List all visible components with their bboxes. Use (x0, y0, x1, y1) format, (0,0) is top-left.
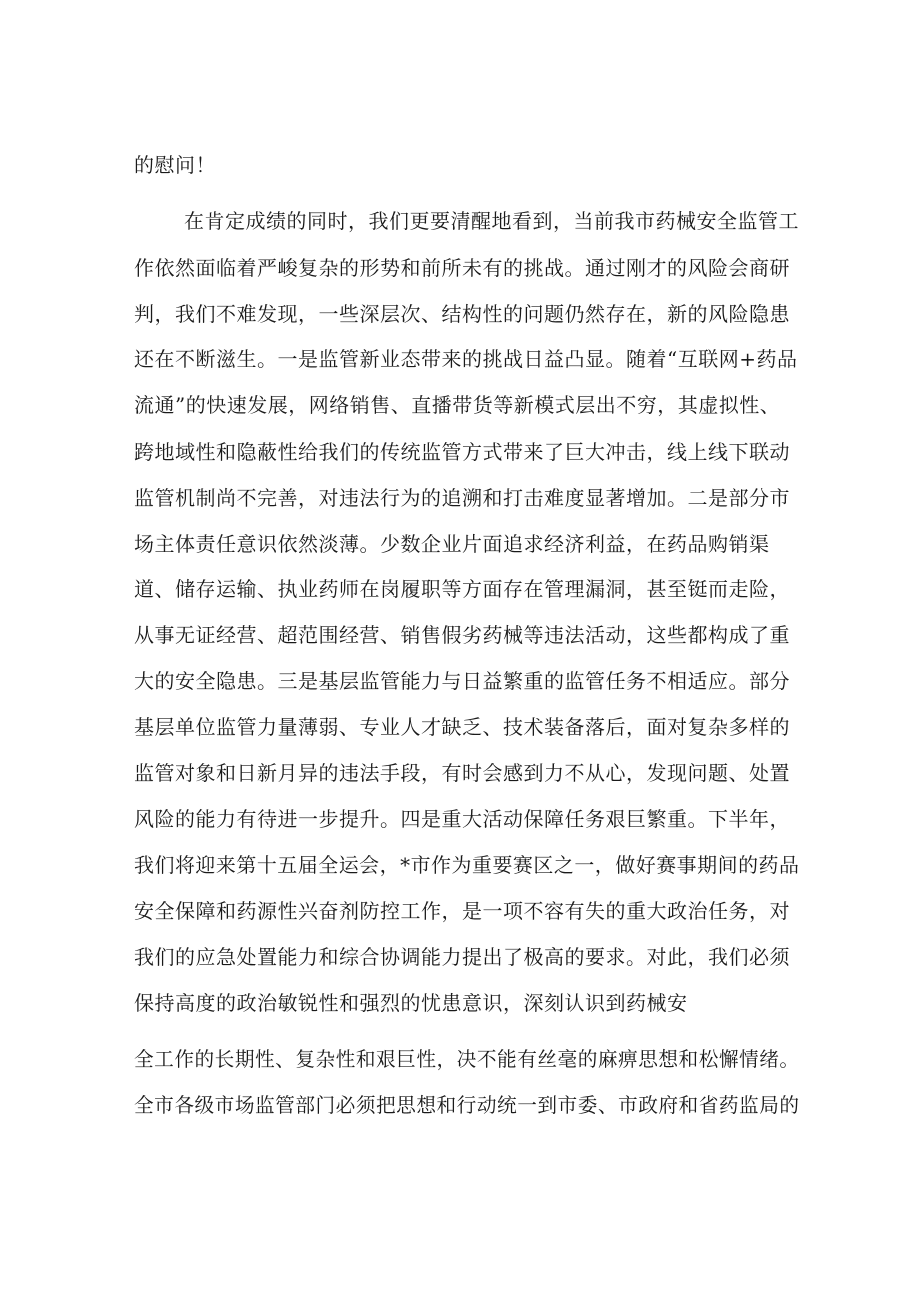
text-line: 从事无证经营、超范围经营、销售假劣药械等违法活动，这些都构成了重 (134, 623, 790, 647)
text-line: 判，我们不难发现，一些深层次、结构性的问题仍然存在，新的风险隐患 (134, 302, 790, 326)
text-line: 风险的能力有待进一步提升。四是重大活动保障任务艰巨繁重。下半年， (134, 807, 790, 831)
text-line: 还在不断滋生。一是监管新业态带来的挑战日益凸显。随着“互联网+药品 (134, 347, 798, 371)
text-line: 监管对象和日新月异的违法手段，有时会感到力不从心，发现问题、处置 (134, 761, 790, 785)
text-line: 流通”的快速发展，网络销售、直播带货等新模式层出不穷，其虚拟性、 (134, 393, 781, 417)
text-line: 全市各级市场监管部门必须把思想和行动统一到市委、市政府和省药监局的 (134, 1093, 800, 1117)
text-line: 我们的应急处置能力和综合协调能力提出了极高的要求。对此，我们必须 (134, 945, 790, 969)
text-line: 的慰问！ (134, 153, 216, 177)
text-line: 跨地域性和隐蔽性给我们的传统监管方式带来了巨大冲击，线上线下联动 (134, 440, 790, 464)
text-line: 作依然面临着严峻复杂的形势和前所未有的挑战。通过刚才的风险会商研 (134, 256, 790, 280)
text-line: 监管机制尚不完善，对违法行为的追溯和打击难度显著增加。二是部分市 (134, 486, 790, 510)
text-line: 大的安全隐患。三是基层监管能力与日益繁重的监管任务不相适应。部分 (134, 669, 790, 693)
text-line: 基层单位监管力量薄弱、专业人才缺乏、技术装备落后，面对复杂多样的 (134, 715, 790, 739)
text-line: 全工作的长期性、复杂性和艰巨性，决不能有丝毫的麻痹思想和松懈情绪。 (134, 1047, 800, 1071)
text-line: 场主体责任意识依然淡薄。少数企业片面追求经济利益，在药品购销渠 (134, 532, 770, 556)
paragraph-first-line: 在肯定成绩的同时，我们更要清醒地看到，当前我市药械安全监管工 (184, 209, 799, 233)
text-line: 安全保障和药源性兴奋剂防控工作，是一项不容有失的重大政治任务，对 (134, 899, 790, 923)
text-line: 道、储存运输、执业药师在岗履职等方面存在管理漏洞，甚至铤而走险， (134, 577, 790, 601)
text-line: 保持高度的政治敏锐性和强烈的忧患意识，深刻认识到药械安 (134, 991, 688, 1015)
text-line: 我们将迎来第十五届全运会，*市作为重要赛区之一，做好赛事期间的药品 (134, 853, 800, 877)
